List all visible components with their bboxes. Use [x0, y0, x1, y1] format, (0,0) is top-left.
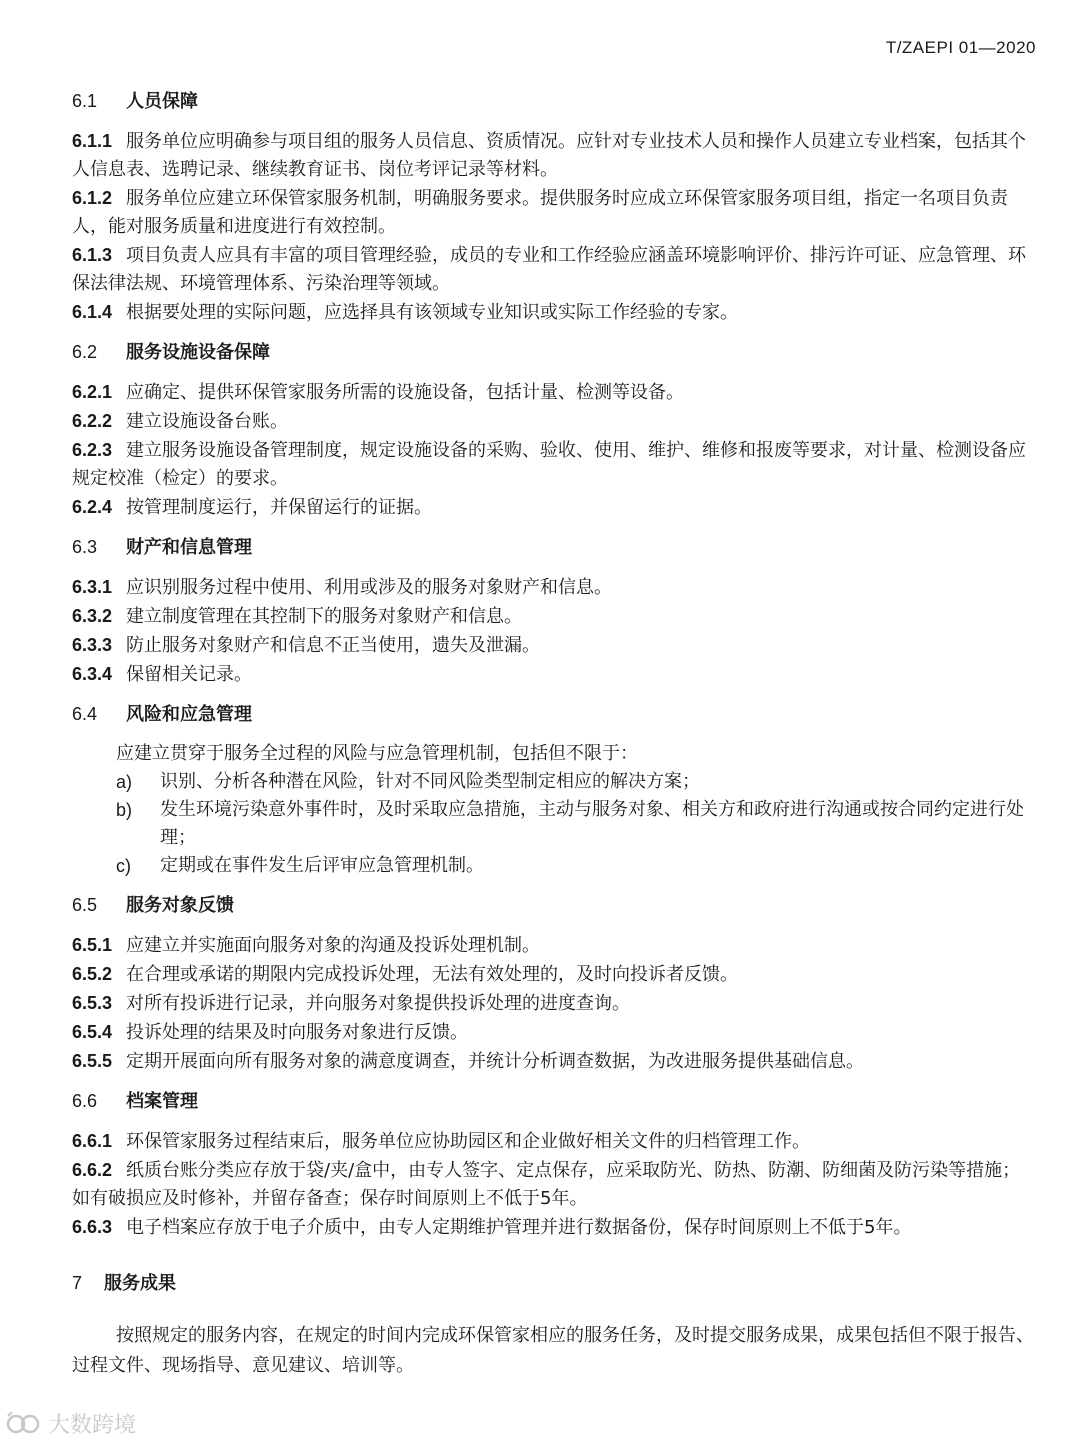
clause-text: 服务单位应建立环保管家服务机制，明确服务要求。提供服务时应成立环保管家服务项目组，指定一名项目负责人，能对服务质量和进度进行有效控制。 [72, 188, 1009, 237]
list-marker: c) [116, 856, 131, 876]
list-item [116, 796, 1038, 852]
clause [72, 378, 1038, 407]
clause-text: 根据要处理的实际问题，应选择具有该领域专业知识或实际工作经验的专家。 [126, 302, 739, 323]
chapter-number: 7 [72, 1273, 83, 1293]
section-heading [72, 337, 1038, 368]
clause-number: 6.2.3 [72, 440, 113, 460]
clause-text: 在合理或承诺的期限内完成投诉处理，无法有效处理的，及时向投诉者反馈。 [126, 964, 739, 985]
list-marker: b) [116, 800, 133, 820]
section-number: 6.6 [72, 1091, 98, 1111]
section-intro: 应建立贯穿于服务全过程的风险与应急管理机制，包括但不限于： [116, 743, 638, 764]
clause [72, 660, 1038, 689]
clause-number: 6.5.4 [72, 1022, 113, 1042]
chapter-title: 服务成果 [104, 1273, 176, 1294]
clause-number: 6.5.3 [72, 993, 113, 1013]
section-title: 风险和应急管理 [126, 704, 252, 725]
clause-text: 应建立并实施面向服务对象的沟通及投诉处理机制。 [126, 935, 541, 956]
document-body [72, 86, 1038, 1381]
clause [72, 127, 1038, 184]
clause-number: 6.1.4 [72, 302, 113, 322]
section-title: 人员保障 [126, 91, 198, 112]
section-number: 6.4 [72, 704, 98, 724]
clause-text: 服务单位应明确参与项目组的服务人员信息、资质情况。应针对专业技术人员和操作人员建立专业档案，包括其个人信息表、选聘记录、继续教育证书、岗位考评记录等材料。 [72, 131, 1027, 180]
list-item [116, 768, 1038, 796]
clause-number: 6.2.2 [72, 411, 113, 431]
section-title: 服务设施设备保障 [126, 342, 270, 363]
clause-number: 6.3.3 [72, 635, 113, 655]
clause-text: 电子档案应存放于电子介质中，由专人定期维护管理并进行数据备份，保存时间原则上不低于5年。 [126, 1217, 912, 1238]
clause [72, 241, 1038, 298]
clause-number: 6.2.4 [72, 497, 113, 517]
clause [72, 436, 1038, 493]
clause-text: 保留相关记录。 [126, 664, 253, 685]
section-title: 服务对象反馈 [126, 895, 234, 916]
list-item-text: 发生环境污染意外事件时，及时采取应急措施，主动与服务对象、相关方和政府进行沟通或按合同约定进行处理； [160, 799, 1024, 848]
clause [72, 1127, 1038, 1156]
chapter-paragraph: 按照规定的服务内容，在规定的时间内完成环保管家相应的服务任务，及时提交服务成果，成果包括但不限于报告、过程文件、现场指导、意见建议、培训等。 [72, 1325, 1034, 1376]
clause [72, 960, 1038, 989]
clause-number: 6.2.1 [72, 382, 113, 402]
clause-number: 6.3.4 [72, 664, 113, 684]
chapter-heading [72, 1268, 1038, 1299]
list-item-text: 定期或在事件发生后评审应急管理机制。 [160, 855, 484, 876]
clause-text: 纸质台账分类应存放于袋/夹/盒中，由专人签字、定点保存，应采取防光、防热、防潮、防细菌及防污染等措施；如有破损应及时修补，并留存备查；保存时间原则上不低于5年。 [72, 1160, 1021, 1209]
clause-text: 环保管家服务过程结束后，服务单位应协助园区和企业做好相关文件的归档管理工作。 [126, 1131, 811, 1152]
section-number: 6.2 [72, 342, 98, 362]
list-item [116, 852, 1038, 880]
watermark [6, 1408, 136, 1439]
standard-id: T/ZAEPI 01—2020 [885, 38, 1036, 57]
clause-text: 按管理制度运行，并保留运行的证据。 [126, 497, 433, 518]
clause [72, 989, 1038, 1018]
watermark-text: 大数跨境 [48, 1413, 137, 1438]
clause [72, 931, 1038, 960]
clause-text: 建立制度管理在其控制下的服务对象财产和信息。 [126, 606, 523, 627]
list-item-text: 识别、分析各种潜在风险，针对不同风险类型制定相应的解决方案； [160, 771, 700, 792]
clause-number: 6.1.2 [72, 188, 113, 208]
list-marker: a) [116, 772, 133, 792]
clause-text: 定期开展面向所有服务对象的满意度调查，并统计分析调查数据，为改进服务提供基础信息。 [126, 1051, 865, 1072]
clause-number: 6.3.2 [72, 606, 113, 626]
clause-text: 项目负责人应具有丰富的项目管理经验，成员的专业和工作经验应涵盖环境影响评价、排污许可证、应急管理、环保法律法规、环境管理体系、污染治理等领域。 [72, 245, 1027, 294]
clause-number: 6.1.1 [72, 131, 113, 151]
clause [72, 1047, 1038, 1076]
clause-number: 6.6.3 [72, 1217, 113, 1237]
clause-text: 建立服务设施设备管理制度，规定设施设备的采购、验收、使用、维护、维修和报废等要求，对计量、检测设备应规定校准（检定）的要求。 [72, 440, 1027, 489]
brand-logo-icon [6, 1410, 42, 1438]
section-heading [72, 1086, 1038, 1117]
clause-number: 6.5.2 [72, 964, 113, 984]
clause [72, 573, 1038, 602]
section-title: 财产和信息管理 [126, 537, 252, 558]
clause [72, 407, 1038, 436]
clause [72, 631, 1038, 660]
clause [72, 602, 1038, 631]
clause-text: 投诉处理的结果及时向服务对象进行反馈。 [126, 1022, 469, 1043]
clause [72, 493, 1038, 522]
clause-text: 应确定、提供环保管家服务所需的设施设备，包括计量、检测等设备。 [126, 382, 685, 403]
section-number: 6.1 [72, 91, 98, 111]
clause-text: 防止服务对象财产和信息不正当使用，遗失及泄漏。 [126, 635, 541, 656]
section-title: 档案管理 [126, 1091, 198, 1112]
clause-text: 应识别服务过程中使用、利用或涉及的服务对象财产和信息。 [126, 577, 613, 598]
clause-number: 6.6.2 [72, 1160, 113, 1180]
clause [72, 1018, 1038, 1047]
section-heading [72, 86, 1038, 117]
section-number: 6.3 [72, 537, 98, 557]
clause-number: 6.5.5 [72, 1051, 113, 1071]
section-heading [72, 532, 1038, 563]
clause [72, 1213, 1038, 1242]
clause-number: 6.1.3 [72, 245, 113, 265]
section-number: 6.5 [72, 895, 98, 915]
clause-number: 6.6.1 [72, 1131, 113, 1151]
section-heading [72, 699, 1038, 730]
clause [72, 184, 1038, 241]
clause-number: 6.5.1 [72, 935, 113, 955]
section-heading [72, 890, 1038, 921]
clause [72, 298, 1038, 327]
clause-text: 对所有投诉进行记录，并向服务对象提供投诉处理的进度查询。 [126, 993, 631, 1014]
clause [72, 1156, 1038, 1213]
clause-text: 建立设施设备台账。 [126, 411, 289, 432]
clause-number: 6.3.1 [72, 577, 113, 597]
